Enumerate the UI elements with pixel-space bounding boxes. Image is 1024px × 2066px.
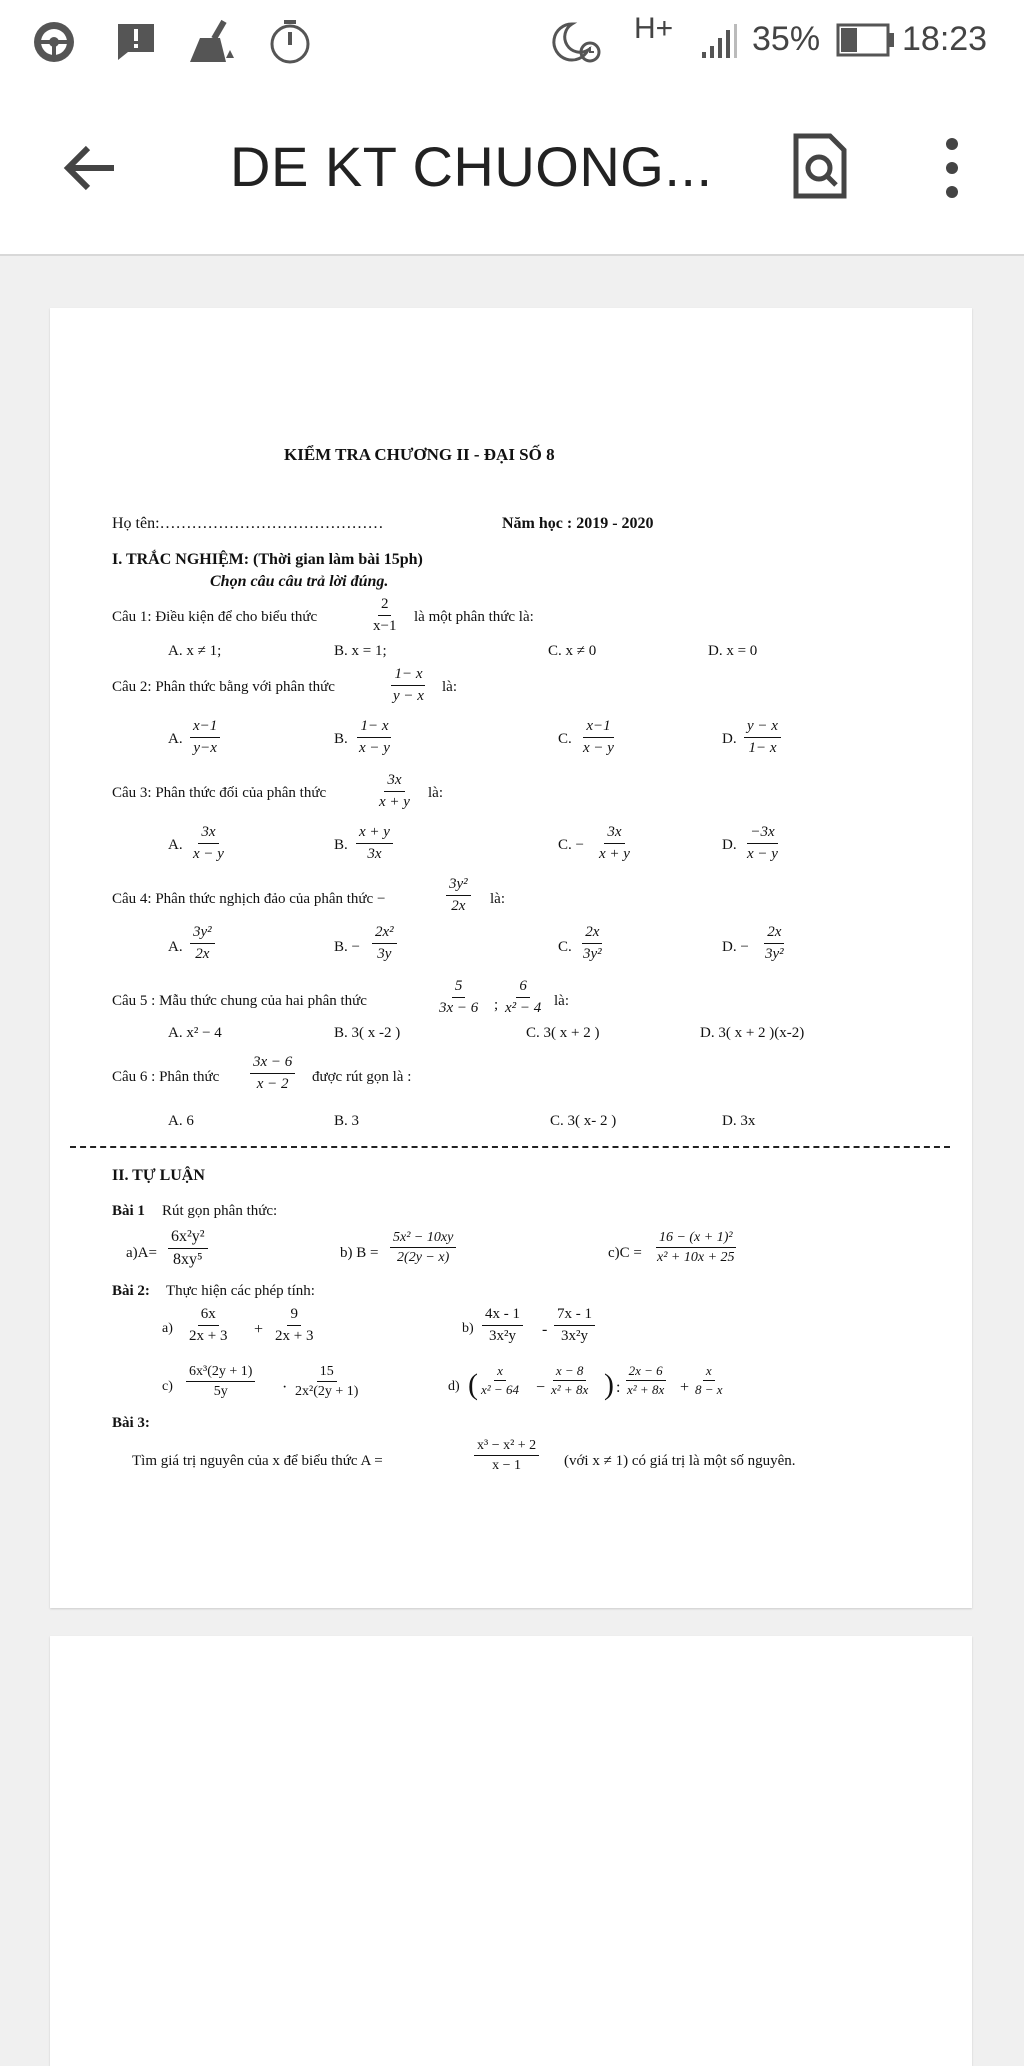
q5-option-c: C. 3( x + 2 )	[526, 1025, 600, 1041]
q6-text-post: được rút gọn là :	[312, 1069, 412, 1085]
bai2-d-open-paren: (	[468, 1368, 478, 1401]
q1-option-a: A. x ≠ 1;	[168, 643, 222, 659]
document-page-2[interactable]	[50, 1636, 972, 2066]
q5-option-b: B. 3( x -2 )	[334, 1025, 401, 1041]
q1-option-d: D. x = 0	[708, 643, 758, 659]
q4-option-b-label: B. −	[334, 939, 360, 955]
bai2-d-close-paren: )	[604, 1368, 614, 1401]
battery-icon	[836, 22, 896, 58]
q2-text: Câu 2: Phân thức bằng với phân thức	[112, 679, 335, 695]
bai2-a-fraction-2: $\frac{9}{2x + 3}$	[275, 1306, 314, 1344]
q5-fraction-2: $\frac{6}{\text{x² − 4}}$	[505, 978, 542, 1016]
q4-option-a-label: A.	[168, 939, 183, 955]
bai2-b-label: b)	[462, 1321, 474, 1336]
q4-option-c-label: C.	[558, 939, 572, 955]
bai1-a-fraction: $\frac{\text{6x²y²}}{\text{8xy⁵}}$	[168, 1228, 208, 1268]
q2-fraction: $\frac{1- x}{y - x}$	[393, 666, 424, 704]
clock: 18:23	[902, 20, 988, 58]
bai2-a-label: a)	[162, 1321, 173, 1336]
q4-option-d: $\frac{2x}{\text{3y²}}$	[765, 924, 784, 962]
q6-option-b: B. 3	[334, 1113, 360, 1129]
q1-fraction: $\frac{2}{x-1}$	[373, 596, 397, 634]
bai2-d-operator-3: +	[680, 1379, 690, 1396]
bai3-text: Tìm giá trị nguyên của x để biểu thức A =	[132, 1453, 383, 1469]
document-title: DE KT CHUONG...	[230, 135, 713, 198]
q2-option-c: $\frac{x-1}{x - y}$	[583, 718, 614, 756]
name-label: Họ tên:……………………………………	[112, 515, 384, 532]
bai2-c-operator: ·	[282, 1379, 288, 1396]
q3-option-d-label: D.	[722, 837, 737, 853]
q3-fraction: $\frac{3x}{x + y}$	[379, 772, 410, 810]
bai2-d-fraction-1: $\frac{x}{\text{x² − 64}}$	[481, 1363, 519, 1398]
bai1-text: Rút gọn phân thức:	[162, 1203, 278, 1219]
q3-option-a: $\frac{3x}{x - y}$	[193, 824, 224, 862]
q5-separator: ;	[494, 997, 499, 1013]
bai1-b-label: b) B =	[340, 1245, 379, 1261]
q3-option-b: $\frac{x + y}{3x}$	[356, 824, 393, 862]
q3-option-c-label: C. −	[558, 837, 584, 853]
bai2-label: Bài 2:	[112, 1283, 150, 1299]
q2-option-d: $\frac{y - x}{1- x}$	[744, 718, 781, 756]
document-page-1[interactable]	[50, 308, 972, 1608]
q5-text-post: là:	[554, 993, 569, 1009]
bai3-text-post: (với x ≠ 1) có giá trị là một số nguyên.	[564, 1453, 796, 1469]
bai2-c-fraction-1: $\frac{\text{6x³(2y + 1)}}{5y}$	[186, 1364, 255, 1400]
q3-option-c: $\frac{3x}{x + y}$	[599, 824, 630, 862]
back-arrow-icon[interactable]	[58, 136, 122, 200]
q2-option-a: $\frac{x-1}{y-x}$	[190, 718, 220, 756]
exam-title: KIỂM TRA CHƯƠNG II - ĐẠI SỐ 8	[284, 445, 555, 464]
bai3-fraction: $\frac{\text{x³ − x² + 2}}{x - 1}$	[474, 1438, 539, 1474]
q2-option-c-label: C.	[558, 731, 572, 747]
bai1-c-fraction: $\frac{\text{16 − (x + 1)²}}{\text{x² + 10x + 25}}$	[657, 1230, 735, 1266]
q2-option-d-label: D.	[722, 731, 737, 747]
q6-fraction: $\frac{3x - 6}{x - 2}$	[250, 1054, 295, 1092]
q2-option-b: $\frac{1- x}{x - y}$	[359, 718, 390, 756]
bai2-a-fraction-1: $\frac{6x}{2x + 3}$	[189, 1306, 228, 1344]
section-2-heading: II. TỰ LUẬN	[112, 1167, 205, 1184]
q4-option-a: $\frac{\text{3y²}}{2x}$	[190, 924, 215, 962]
q4-option-d-label: D. −	[722, 939, 749, 955]
bai2-text: Thực hiện các phép tính:	[166, 1283, 315, 1299]
section-1-heading: I. TRẮC NGHIỆM: (Thời gian làm bài 15ph)	[112, 551, 423, 568]
message-alert-icon	[112, 18, 160, 66]
status-bar	[0, 0, 1024, 84]
q3-text: Câu 3: Phân thức đối của phân thức	[112, 785, 327, 801]
bai2-d-operator-1: −	[536, 1379, 546, 1396]
q2-option-a-label: A.	[168, 731, 183, 747]
timer-icon	[268, 18, 312, 66]
q2-text-post: là:	[442, 679, 457, 695]
q6-option-c: C. 3( x- 2 )	[550, 1113, 617, 1129]
q5-option-d: D. 3( x + 2 )(x-2)	[700, 1025, 805, 1041]
q5-text: Câu 5 : Mẫu thức chung của hai phân thức	[112, 993, 367, 1009]
more-vert-icon[interactable]	[940, 136, 964, 200]
bai1-b-fraction: $\frac{\text{5x² − 10xy}}{2(2y - x)}$	[390, 1230, 456, 1266]
steering-wheel-icon	[30, 18, 78, 66]
section-1-instruction: Chọn câu câu trả lời đúng.	[210, 573, 389, 590]
battery-percent: 35%	[752, 20, 821, 58]
bai2-c-label: c)	[162, 1379, 173, 1394]
bai2-d-fraction-3: $\frac{2x - 6}{\text{x² + 8x}}$	[627, 1363, 665, 1398]
bai2-b-fraction-1: $\frac{4x - 1}{\text{3x²y}}$	[482, 1306, 523, 1344]
q2-option-b-label: B.	[334, 731, 348, 747]
bai2-b-operator: -	[542, 1321, 548, 1338]
q4-fraction: $\frac{\text{3y²}}{2x}$	[446, 876, 471, 914]
q4-option-b: $\frac{\text{2x²}}{3y}$	[372, 924, 397, 962]
q4-option-c: $\frac{2x}{\text{3y²}}$	[583, 924, 602, 962]
school-year: Năm học : 2019 - 2020	[502, 515, 654, 532]
app-bar	[0, 84, 1024, 256]
q1-option-c: C. x ≠ 0	[548, 643, 597, 659]
cleaner-broom-icon	[186, 18, 238, 66]
document-search-icon[interactable]	[790, 132, 850, 200]
bai2-d-label: d)	[448, 1379, 460, 1394]
bai2-d-fraction-2: $\frac{x - 8}{\text{x² + 8x}}$	[551, 1363, 589, 1398]
bai2-d-fraction-4: $\frac{x}{8 - x}$	[695, 1363, 723, 1398]
q1-text: Câu 1: Điều kiện để cho biểu thức	[112, 609, 318, 625]
q6-text: Câu 6 : Phân thức	[112, 1069, 220, 1085]
q3-option-d: $\frac{-3x}{x - y}$	[747, 824, 778, 862]
bai3-label: Bài 3:	[112, 1415, 150, 1431]
do-not-disturb-alarm-icon	[548, 18, 604, 66]
bai1-label: Bài 1	[112, 1203, 145, 1219]
q4-text-post: là:	[490, 891, 505, 907]
signal-strength-icon	[700, 22, 740, 60]
q5-fraction-1: $\frac{5}{3x - 6}$	[439, 978, 479, 1016]
q1-option-b: B. x = 1;	[334, 643, 387, 659]
q5-option-a: A. x² − 4	[168, 1025, 222, 1041]
bai1-a-label: a)A=	[126, 1245, 157, 1261]
q1-text-post: là một phân thức là:	[414, 609, 534, 625]
bai2-d-operator-2: :	[616, 1379, 621, 1396]
bai1-c-label: c)C =	[608, 1245, 642, 1261]
bai2-c-fraction-2: $\frac{15}{\text{2x²(2y + 1)}}$	[295, 1364, 359, 1400]
q6-option-a: A. 6	[168, 1113, 194, 1129]
section-divider	[70, 1146, 950, 1148]
q3-text-post: là:	[428, 785, 443, 801]
q6-option-d: D. 3x	[722, 1113, 756, 1129]
network-type-indicator: H+	[634, 12, 674, 45]
q3-option-b-label: B.	[334, 837, 348, 853]
q4-text: Câu 4: Phân thức nghịch đảo của phân thức −	[112, 891, 386, 907]
bai2-a-operator: +	[254, 1321, 264, 1338]
q3-option-a-label: A.	[168, 837, 183, 853]
bai2-b-fraction-2: $\frac{7x - 1}{\text{3x²y}}$	[554, 1306, 595, 1344]
